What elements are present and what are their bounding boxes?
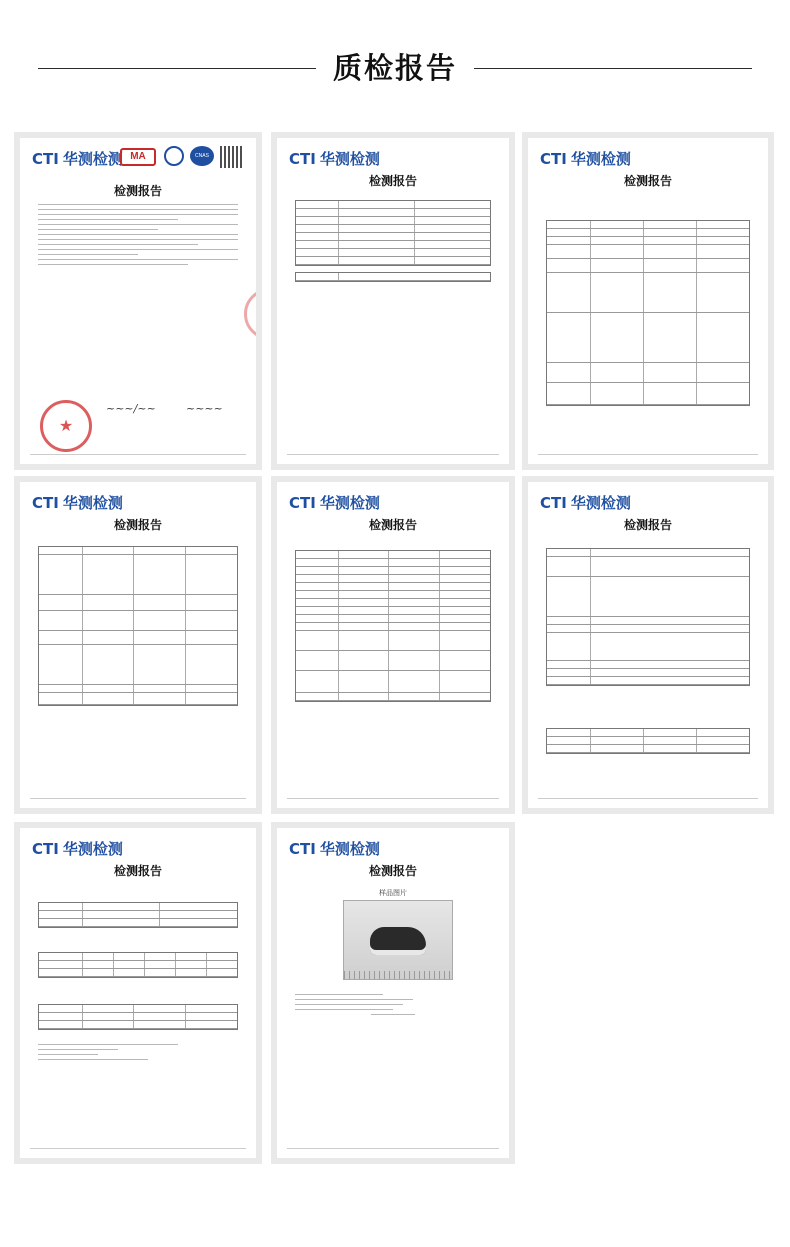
text-lines (38, 1044, 238, 1064)
sample-photo (343, 900, 453, 980)
signature: ~~~/~~ (106, 402, 156, 415)
page-footer (30, 454, 246, 458)
report-title: 检测报告 (368, 174, 417, 188)
cti-logo: CTI 华测检测 (289, 840, 380, 858)
signature: ~~~~ (186, 402, 223, 415)
cma-badge-icon: MA (120, 148, 156, 166)
page-footer (30, 798, 246, 802)
report-paper (20, 828, 256, 1158)
report-page-2 (271, 132, 515, 470)
results-table (546, 728, 750, 754)
results-table (38, 952, 238, 978)
page-footer (287, 1148, 499, 1152)
ruler (344, 971, 452, 979)
report-page-6 (522, 476, 774, 814)
cti-logo: CTI 华测检测 (289, 494, 380, 512)
results-table (295, 272, 491, 282)
sample-photo-caption: 样品图片 (379, 890, 407, 897)
report-page-4 (14, 476, 262, 814)
qr-code-icon (220, 146, 242, 168)
report-paper (277, 482, 509, 808)
report-paper (277, 828, 509, 1158)
seal-stamp (40, 400, 92, 452)
report-page-3 (522, 132, 774, 470)
header-rule-right (474, 68, 752, 69)
section-title: 质检报告 (332, 51, 457, 85)
cti-logo: CTI 华测检测 (32, 840, 123, 858)
page-footer (30, 1148, 246, 1152)
results-table (546, 548, 750, 686)
page-footer (538, 454, 758, 458)
report-title: 检测报告 (368, 518, 417, 532)
seal-stamp (244, 288, 256, 340)
results-table (546, 220, 750, 406)
results-table (38, 546, 238, 706)
cti-logo: CTI 华测检测 (32, 494, 123, 512)
section-header (0, 40, 790, 100)
report-page-7 (14, 822, 262, 1164)
report-paper (20, 482, 256, 808)
text-lines (295, 994, 491, 1019)
shoe-image (370, 927, 426, 955)
report-paper (528, 482, 768, 808)
cti-logo: CTI 华测检测 (540, 494, 631, 512)
report-title: 检测报告 (368, 864, 417, 878)
report-paper (20, 138, 256, 464)
cti-logo: CTI 华测检测 (32, 150, 123, 168)
text-lines (38, 204, 238, 269)
results-table (295, 550, 491, 702)
cnas-badge-icon: CNAS (190, 146, 214, 166)
ilac-badge-icon (164, 146, 184, 166)
results-table (38, 1004, 238, 1030)
results-table (38, 902, 238, 928)
page-footer (287, 454, 499, 458)
report-title: 检测报告 (113, 184, 162, 198)
report-page-5 (271, 476, 515, 814)
report-paper (528, 138, 768, 464)
report-page-8 (271, 822, 515, 1164)
report-title: 检测报告 (113, 864, 162, 878)
page-footer (287, 798, 499, 802)
report-title: 检测报告 (623, 518, 672, 532)
report-page-1 (14, 132, 262, 470)
page-footer (538, 798, 758, 802)
cti-logo: CTI 华测检测 (289, 150, 380, 168)
report-title: 检测报告 (623, 174, 672, 188)
report-paper (277, 138, 509, 464)
report-title: 检测报告 (113, 518, 162, 532)
results-table (295, 200, 491, 266)
header-rule-left (38, 68, 316, 69)
cti-logo: CTI 华测检测 (540, 150, 631, 168)
